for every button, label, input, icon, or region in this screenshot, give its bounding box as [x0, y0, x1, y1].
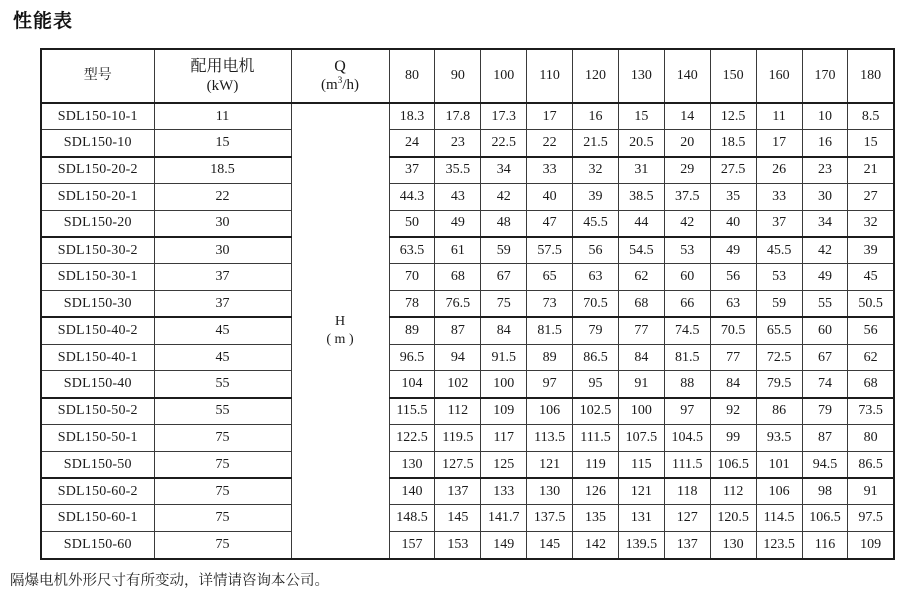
- head-value-cell: 63.5: [389, 237, 435, 264]
- head-value-cell: 44: [618, 210, 664, 237]
- head-value-cell: 91.5: [481, 344, 527, 371]
- motor-power-cell: 45: [154, 317, 291, 344]
- head-value-cell: 37: [389, 157, 435, 184]
- head-value-cell: 22.5: [481, 130, 527, 157]
- table-row: [41, 451, 894, 478]
- flow-symbol: Q: [334, 57, 346, 75]
- head-value-cell: 74.5: [664, 317, 710, 344]
- head-value-cell: 88: [664, 371, 710, 398]
- head-value-cell: 140: [389, 478, 435, 505]
- head-value-cell: 95: [573, 371, 619, 398]
- head-value-cell: 50: [389, 210, 435, 237]
- col-header-flow-170: 170: [802, 49, 848, 103]
- head-value-cell: 84: [710, 371, 756, 398]
- head-value-cell: 49: [802, 264, 848, 291]
- col-header-flow-120: 120: [573, 49, 619, 103]
- table-row: [41, 398, 894, 425]
- head-value-cell: 92: [710, 398, 756, 425]
- head-value-cell: 49: [710, 237, 756, 264]
- head-value-cell: 57.5: [527, 237, 573, 264]
- head-value-cell: 55: [802, 291, 848, 318]
- head-value-cell: 68: [848, 371, 894, 398]
- head-value-cell: 94: [435, 344, 481, 371]
- head-value-cell: 17.3: [481, 103, 527, 130]
- performance-table: [40, 48, 895, 560]
- head-value-cell: 21.5: [573, 130, 619, 157]
- head-value-cell: 56: [848, 317, 894, 344]
- flow-unit: $(m^3/h)$: [321, 76, 359, 94]
- head-value-cell: 112: [435, 398, 481, 425]
- head-value-cell: 113.5: [527, 425, 573, 452]
- model-cell: SDL150-40: [41, 371, 154, 398]
- head-value-cell: 81.5: [527, 317, 573, 344]
- head-value-cell: 35.5: [435, 157, 481, 184]
- page-title: 性能表: [13, 11, 74, 32]
- head-value-cell: 139.5: [618, 532, 664, 559]
- head-value-cell: 130: [389, 451, 435, 478]
- head-value-cell: 65.5: [756, 317, 802, 344]
- head-value-cell: 125: [481, 451, 527, 478]
- head-value-cell: 111.5: [664, 451, 710, 478]
- motor-power-cell: 75: [154, 532, 291, 559]
- head-value-cell: 102.5: [573, 398, 619, 425]
- head-value-cell: 130: [527, 478, 573, 505]
- head-value-cell: 117: [481, 425, 527, 452]
- head-value-cell: 38.5: [618, 183, 664, 210]
- head-unit: ( m ): [326, 331, 354, 347]
- head-value-cell: 44.3: [389, 183, 435, 210]
- head-value-cell: 70.5: [573, 291, 619, 318]
- head-value-cell: 23: [802, 157, 848, 184]
- head-value-cell: 63: [710, 291, 756, 318]
- motor-power-cell: 75: [154, 478, 291, 505]
- head-value-cell: 84: [481, 317, 527, 344]
- table-row: [41, 183, 894, 210]
- head-value-cell: 49: [435, 210, 481, 237]
- motor-power-cell: 11: [154, 103, 291, 130]
- head-value-cell: 37.5: [664, 183, 710, 210]
- head-value-cell: 141.7: [481, 505, 527, 532]
- head-value-cell: 135: [573, 505, 619, 532]
- head-value-cell: 145: [435, 505, 481, 532]
- head-value-cell: 100: [481, 371, 527, 398]
- head-value-cell: 68: [618, 291, 664, 318]
- head-value-cell: 47: [527, 210, 573, 237]
- head-value-cell: 15: [618, 103, 664, 130]
- col-header-flow-160: 160: [756, 49, 802, 103]
- head-value-cell: 131: [618, 505, 664, 532]
- head-value-cell: 62: [848, 344, 894, 371]
- head-value-cell: 30: [802, 183, 848, 210]
- model-cell: SDL150-30: [41, 291, 154, 318]
- head-value-cell: 33: [756, 183, 802, 210]
- head-value-cell: 100: [618, 398, 664, 425]
- head-value-cell: 40: [527, 183, 573, 210]
- head-value-cell: 59: [481, 237, 527, 264]
- model-cell: SDL150-60-2: [41, 478, 154, 505]
- head-value-cell: 121: [618, 478, 664, 505]
- head-value-cell: 34: [481, 157, 527, 184]
- col-header-flow-130: 130: [618, 49, 664, 103]
- head-value-cell: 148.5: [389, 505, 435, 532]
- head-value-cell: 86.5: [848, 451, 894, 478]
- head-value-cell: 29: [664, 157, 710, 184]
- head-value-cell: 87: [435, 317, 481, 344]
- model-cell: SDL150-30-1: [41, 264, 154, 291]
- head-value-cell: 97.5: [848, 505, 894, 532]
- head-value-cell: 72.5: [756, 344, 802, 371]
- head-value-cell: 97: [527, 371, 573, 398]
- head-value-cell: 60: [802, 317, 848, 344]
- head-value-cell: 66: [664, 291, 710, 318]
- model-cell: SDL150-40-1: [41, 344, 154, 371]
- head-value-cell: 127.5: [435, 451, 481, 478]
- motor-power-cell: 75: [154, 451, 291, 478]
- head-value-cell: 104.5: [664, 425, 710, 452]
- head-value-cell: 77: [710, 344, 756, 371]
- table-row: [41, 532, 894, 559]
- head-value-cell: 106.5: [710, 451, 756, 478]
- head-value-cell: 17: [756, 130, 802, 157]
- head-value-cell: 26: [756, 157, 802, 184]
- head-value-cell: 127: [664, 505, 710, 532]
- head-value-cell: 89: [389, 317, 435, 344]
- head-value-cell: 91: [618, 371, 664, 398]
- head-value-cell: 75: [481, 291, 527, 318]
- head-value-cell: 12.5: [710, 103, 756, 130]
- head-value-cell: 81.5: [664, 344, 710, 371]
- document-page: [0, 6, 900, 595]
- head-value-cell: 16: [573, 103, 619, 130]
- motor-power-cell: 22: [154, 183, 291, 210]
- head-value-cell: 42: [802, 237, 848, 264]
- head-value-cell: 149: [481, 532, 527, 559]
- motor-power-cell: 75: [154, 505, 291, 532]
- head-value-cell: 114.5: [756, 505, 802, 532]
- col-header-flow-110: 110: [527, 49, 573, 103]
- head-value-cell: 86.5: [573, 344, 619, 371]
- model-cell: SDL150-10: [41, 130, 154, 157]
- head-value-cell: 79: [573, 317, 619, 344]
- head-value-cell: 98: [802, 478, 848, 505]
- head-value-cell: 14: [664, 103, 710, 130]
- motor-power-cell: 30: [154, 210, 291, 237]
- head-value-cell: 31: [618, 157, 664, 184]
- head-value-cell: 86: [756, 398, 802, 425]
- head-value-cell: 34: [802, 210, 848, 237]
- head-value-cell: 56: [710, 264, 756, 291]
- footer-note: 隔爆电机外形尺寸有所变动，详情请咨询本公司。: [10, 573, 329, 589]
- head-value-cell: 18.5: [710, 130, 756, 157]
- head-value-cell: 33: [527, 157, 573, 184]
- head-value-cell: 120.5: [710, 505, 756, 532]
- head-value-cell: 130: [710, 532, 756, 559]
- col-header-model: 型号: [41, 49, 154, 103]
- head-value-cell: 102: [435, 371, 481, 398]
- table-row: [41, 103, 894, 130]
- model-cell: SDL150-60: [41, 532, 154, 559]
- table-row: [41, 237, 894, 264]
- head-value-cell: 53: [664, 237, 710, 264]
- model-cell: SDL150-60-1: [41, 505, 154, 532]
- header-row: [41, 49, 894, 103]
- table-row: [41, 425, 894, 452]
- head-value-cell: 67: [802, 344, 848, 371]
- head-value-cell: 112: [710, 478, 756, 505]
- head-value-cell: 87: [802, 425, 848, 452]
- head-value-cell: 10: [802, 103, 848, 130]
- head-value-cell: 45.5: [573, 210, 619, 237]
- head-value-cell: 24: [389, 130, 435, 157]
- head-value-cell: 11: [756, 103, 802, 130]
- head-value-cell: 76.5: [435, 291, 481, 318]
- head-value-cell: 65: [527, 264, 573, 291]
- col-header-flow-90: 90: [435, 49, 481, 103]
- head-value-cell: 59: [756, 291, 802, 318]
- head-value-cell: 80: [848, 425, 894, 452]
- head-value-cell: 20: [664, 130, 710, 157]
- head-value-cell: 78: [389, 291, 435, 318]
- head-value-cell: 79: [802, 398, 848, 425]
- head-value-cell: 15: [848, 130, 894, 157]
- table-row: [41, 344, 894, 371]
- head-value-cell: 73: [527, 291, 573, 318]
- head-value-cell: 94.5: [802, 451, 848, 478]
- head-value-cell: 60: [664, 264, 710, 291]
- motor-power-cell: 18.5: [154, 157, 291, 184]
- head-value-cell: 106: [527, 398, 573, 425]
- model-cell: SDL150-20: [41, 210, 154, 237]
- head-value-cell: 23: [435, 130, 481, 157]
- table-row: [41, 291, 894, 318]
- head-value-cell: 50.5: [848, 291, 894, 318]
- motor-power-cell: 45: [154, 344, 291, 371]
- head-value-cell: 93.5: [756, 425, 802, 452]
- head-value-cell: 122.5: [389, 425, 435, 452]
- head-value-cell: 32: [573, 157, 619, 184]
- head-value-cell: 67: [481, 264, 527, 291]
- model-cell: SDL150-50-1: [41, 425, 154, 452]
- head-value-cell: 73.5: [848, 398, 894, 425]
- head-value-cell: 27.5: [710, 157, 756, 184]
- head-value-cell: 48: [481, 210, 527, 237]
- head-value-cell: 42: [664, 210, 710, 237]
- head-value-cell: 119.5: [435, 425, 481, 452]
- table-row: [41, 210, 894, 237]
- head-value-cell: 45: [848, 264, 894, 291]
- head-value-cell: 111.5: [573, 425, 619, 452]
- head-value-cell: 121: [527, 451, 573, 478]
- motor-power-label: 配用电机: [190, 58, 255, 75]
- head-value-cell: 63: [573, 264, 619, 291]
- head-value-cell: 133: [481, 478, 527, 505]
- head-value-cell: 123.5: [756, 532, 802, 559]
- head-value-cell: 99: [710, 425, 756, 452]
- head-value-cell: 137.5: [527, 505, 573, 532]
- head-value-cell: 8.5: [848, 103, 894, 130]
- table-row: [41, 478, 894, 505]
- col-header-flow-140: 140: [664, 49, 710, 103]
- head-value-cell: 79.5: [756, 371, 802, 398]
- motor-power-unit: (kW): [206, 78, 239, 94]
- motor-power-cell: 37: [154, 291, 291, 318]
- head-value-cell: 118: [664, 478, 710, 505]
- head-value-cell: 107.5: [618, 425, 664, 452]
- table-row: [41, 505, 894, 532]
- model-cell: SDL150-20-1: [41, 183, 154, 210]
- motor-power-cell: 55: [154, 371, 291, 398]
- table-row: [41, 371, 894, 398]
- model-cell: SDL150-30-2: [41, 237, 154, 264]
- head-value-cell: 54.5: [618, 237, 664, 264]
- head-value-cell: 70: [389, 264, 435, 291]
- col-header-flow: [291, 49, 389, 103]
- motor-power-cell: 55: [154, 398, 291, 425]
- head-value-cell: 137: [664, 532, 710, 559]
- col-header-flow-180: 180: [848, 49, 894, 103]
- head-value-cell: 27: [848, 183, 894, 210]
- head-value-cell: 20.5: [618, 130, 664, 157]
- motor-power-cell: 75: [154, 425, 291, 452]
- head-value-cell: 53: [756, 264, 802, 291]
- head-value-cell: 145: [527, 532, 573, 559]
- col-header-flow-80: 80: [389, 49, 435, 103]
- head-value-cell: 74: [802, 371, 848, 398]
- head-value-cell: 77: [618, 317, 664, 344]
- head-value-cell: 91: [848, 478, 894, 505]
- head-value-cell: 45.5: [756, 237, 802, 264]
- head-symbol: H: [334, 313, 346, 329]
- head-value-cell: 39: [573, 183, 619, 210]
- head-value-cell: 37: [756, 210, 802, 237]
- head-value-cell: 43: [435, 183, 481, 210]
- table-row: [41, 130, 894, 157]
- head-value-cell: 16: [802, 130, 848, 157]
- motor-power-cell: 37: [154, 264, 291, 291]
- head-value-cell: 116: [802, 532, 848, 559]
- head-value-cell: 18.3: [389, 103, 435, 130]
- head-value-cell: 22: [527, 130, 573, 157]
- head-value-cell: 40: [710, 210, 756, 237]
- model-cell: SDL150-10-1: [41, 103, 154, 130]
- head-value-cell: 106: [756, 478, 802, 505]
- model-cell: SDL150-40-2: [41, 317, 154, 344]
- head-value-cell: 157: [389, 532, 435, 559]
- head-value-cell: 17: [527, 103, 573, 130]
- head-value-cell: 126: [573, 478, 619, 505]
- head-value-cell: 109: [481, 398, 527, 425]
- col-header-flow-150: 150: [710, 49, 756, 103]
- table-row: [41, 317, 894, 344]
- head-value-cell: 106.5: [802, 505, 848, 532]
- head-value-cell: 68: [435, 264, 481, 291]
- head-value-cell: 39: [848, 237, 894, 264]
- head-value-cell: 17.8: [435, 103, 481, 130]
- head-value-cell: 42: [481, 183, 527, 210]
- model-cell: SDL150-20-2: [41, 157, 154, 184]
- head-value-cell: 21: [848, 157, 894, 184]
- head-value-cell: 84: [618, 344, 664, 371]
- head-value-cell: 119: [573, 451, 619, 478]
- head-value-cell: 35: [710, 183, 756, 210]
- model-cell: SDL150-50: [41, 451, 154, 478]
- head-value-cell: 153: [435, 532, 481, 559]
- motor-power-cell: 30: [154, 237, 291, 264]
- head-value-cell: 115.5: [389, 398, 435, 425]
- head-value-cell: 62: [618, 264, 664, 291]
- col-header-flow-100: 100: [481, 49, 527, 103]
- head-value-cell: 56: [573, 237, 619, 264]
- head-value-cell: 137: [435, 478, 481, 505]
- head-value-cell: 61: [435, 237, 481, 264]
- head-value-cell: 142: [573, 532, 619, 559]
- head-value-cell: 96.5: [389, 344, 435, 371]
- head-value-cell: 97: [664, 398, 710, 425]
- head-value-cell: 101: [756, 451, 802, 478]
- head-unit-merged-cell: [291, 103, 389, 559]
- head-value-cell: 115: [618, 451, 664, 478]
- head-value-cell: 70.5: [710, 317, 756, 344]
- head-value-cell: 32: [848, 210, 894, 237]
- table-row: [41, 157, 894, 184]
- table-row: [41, 264, 894, 291]
- model-cell: SDL150-50-2: [41, 398, 154, 425]
- head-value-cell: 109: [848, 532, 894, 559]
- head-value-cell: 104: [389, 371, 435, 398]
- head-value-cell: 89: [527, 344, 573, 371]
- col-header-motor-power: [154, 49, 291, 103]
- motor-power-cell: 15: [154, 130, 291, 157]
